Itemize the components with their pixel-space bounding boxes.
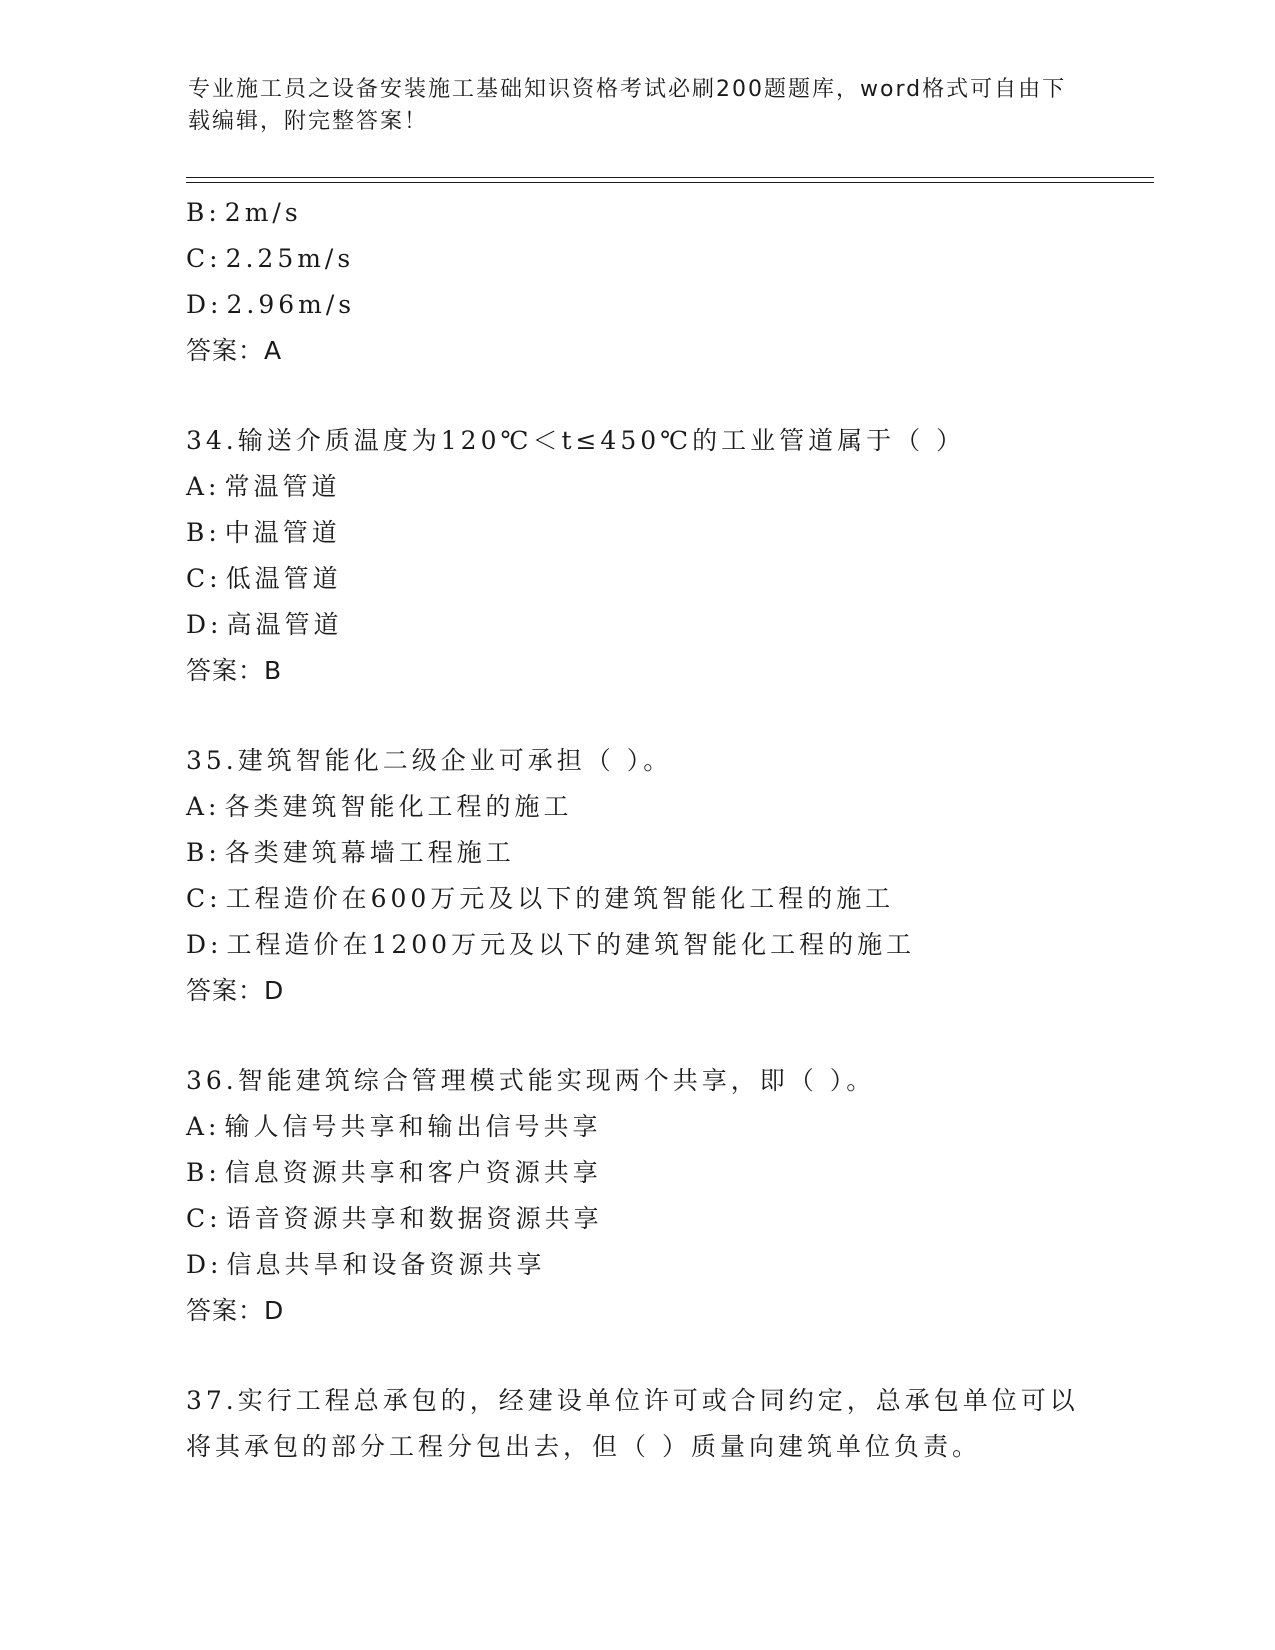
option-d: D: 2.96m/s [186, 290, 356, 319]
question-37 [186, 1378, 1086, 1470]
question-35 [186, 738, 1086, 1014]
document-title: 专业施工员之设备安装施工基础知识资格考试必刷200题题库，word格式可自由下载编辑，附完整答案！ [188, 77, 1067, 134]
header-rule-top [186, 177, 1154, 178]
question-stem: 34.输送介质温度为120℃＜t≤450℃的工业管道属于（ ） [186, 426, 966, 455]
option-b: B: 信息资源共享和客户资源共享 [186, 1158, 602, 1187]
option-a: A: 常温管道 [186, 472, 341, 501]
option-b: B: 2m/s [186, 198, 302, 227]
question-34 [186, 418, 1086, 694]
header-rule-bottom [186, 182, 1154, 183]
answer: 答案：D [186, 1296, 285, 1325]
question-stem: 35.建筑智能化二级企业可承担（ ）。 [186, 746, 673, 775]
option-d: D: 工程造价在1200万元及以下的建筑智能化工程的施工 [186, 930, 916, 959]
document-header [188, 74, 1068, 138]
option-c: C: 工程造价在600万元及以下的建筑智能化工程的施工 [186, 884, 895, 913]
option-d: D: 信息共旱和设备资源共享 [186, 1250, 546, 1279]
option-d: D: 高温管道 [186, 610, 343, 639]
document-body [186, 190, 1086, 1470]
answer: 答案：B [186, 656, 283, 685]
option-c: C: 低温管道 [186, 564, 342, 593]
question-stem-line-2: 将其承包的部分工程分包出去，但（ ）质量向建筑单位负责。 [186, 1432, 981, 1461]
option-c: C: 2.25m/s [186, 244, 355, 273]
question-stem-line-1: 37.实行工程总承包的，经建设单位许可或合同约定，总承包单位可以 [186, 1386, 1079, 1415]
option-b: B: 中温管道 [186, 518, 341, 547]
question-stem: 36.智能建筑综合管理模式能实现两个共享，即（ ）。 [186, 1066, 876, 1095]
option-b: B: 各类建筑幕墙工程施工 [186, 838, 515, 867]
question-36 [186, 1058, 1086, 1334]
option-a: A: 各类建筑智能化工程的施工 [186, 792, 573, 821]
option-c: C: 语音资源共享和数据资源共享 [186, 1204, 603, 1233]
answer: 答案：A [186, 336, 283, 365]
question-33-tail [186, 190, 1086, 374]
answer: 答案：D [186, 976, 285, 1005]
option-a: A: 输人信号共享和输出信号共享 [186, 1112, 602, 1141]
